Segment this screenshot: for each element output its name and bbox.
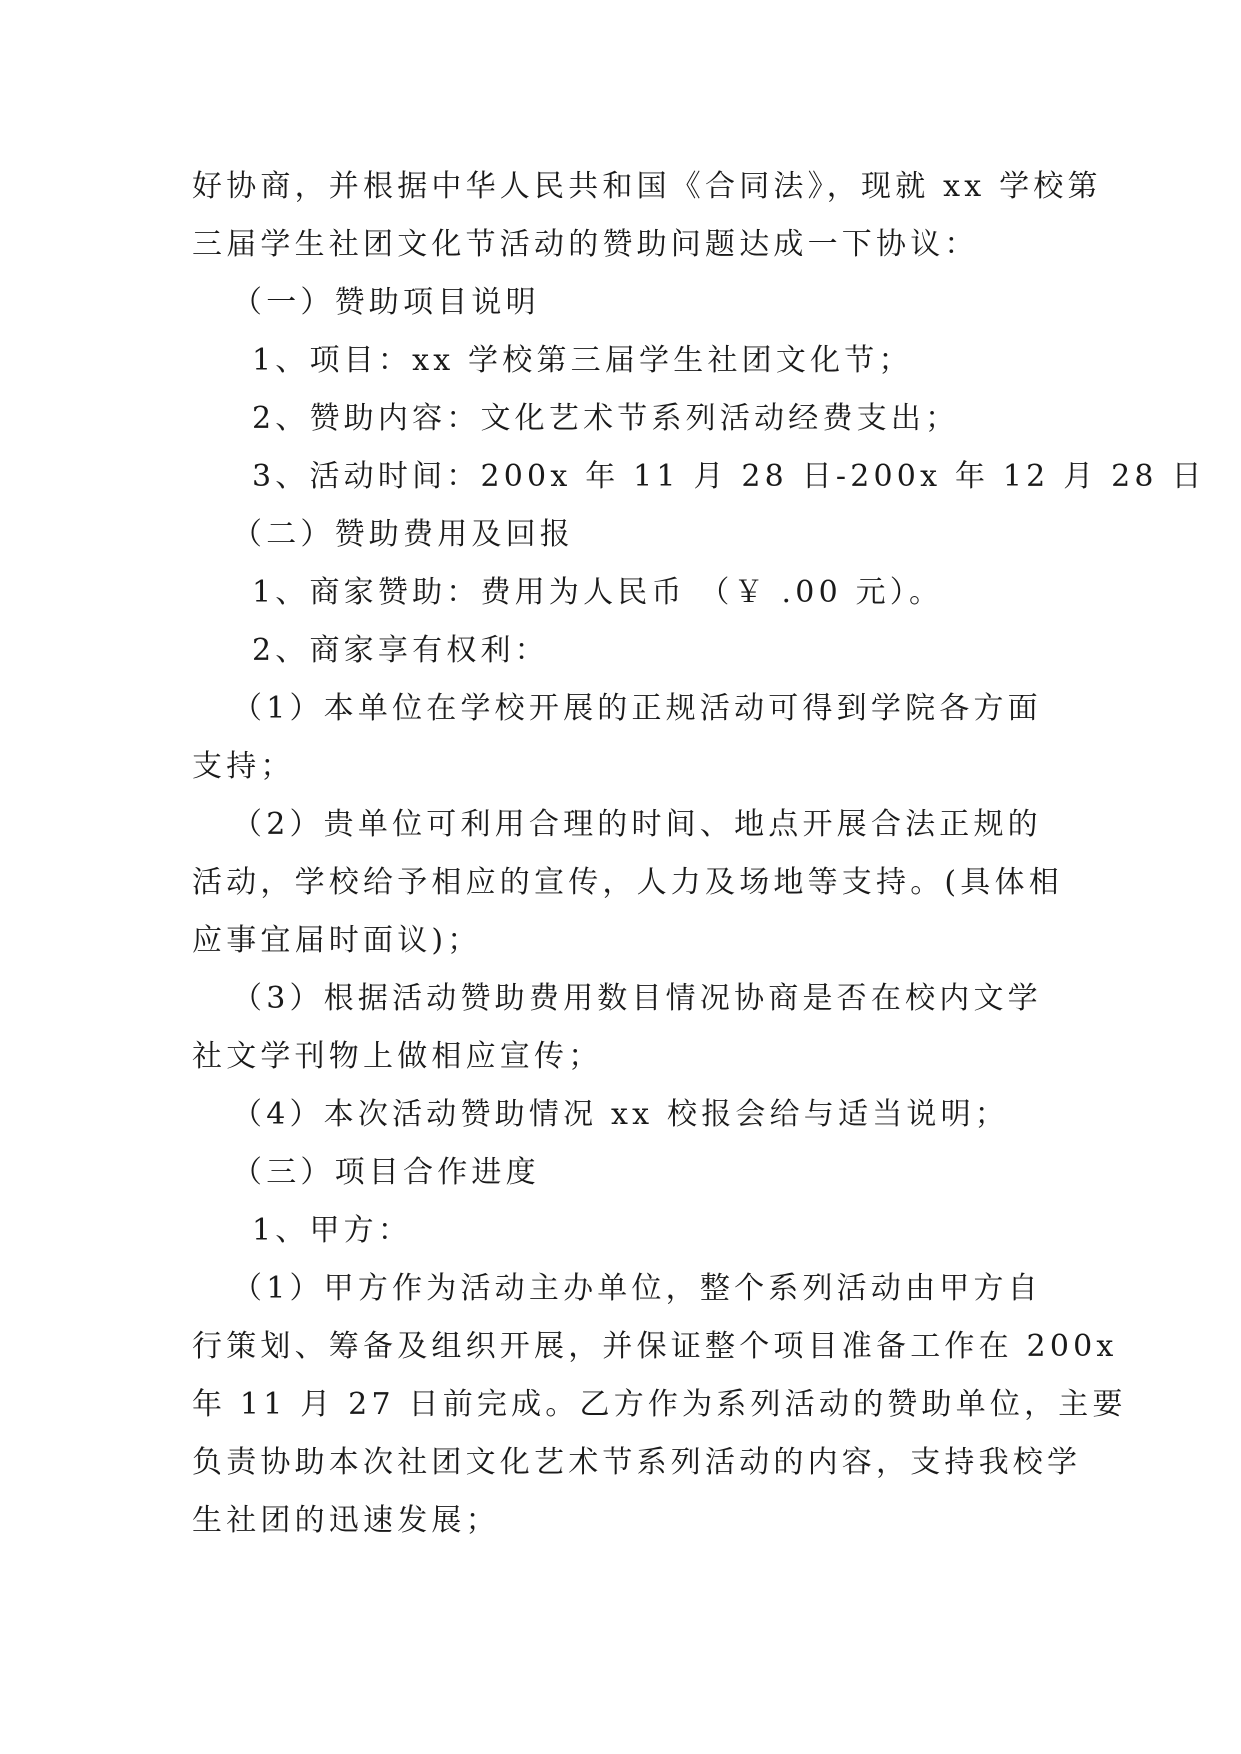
paragraph-line: （1）本单位在学校开展的正规活动可得到学院各方面 — [232, 691, 1042, 726]
paragraph-line: 支持； — [192, 749, 295, 784]
paragraph-line: （1）甲方作为活动主办单位，整个系列活动由甲方自 — [232, 1271, 1042, 1306]
section-heading: （三）项目合作进度 — [232, 1155, 540, 1190]
document-body — [192, 158, 1206, 1550]
paragraph-line: 生社团的迅速发展； — [192, 1503, 500, 1538]
list-item: 2、商家享有权利： — [252, 633, 549, 668]
paragraph-line: 好协商，并根据中华人民共和国《合同法》，现就 xx 学校第 — [192, 169, 1102, 204]
paragraph-line: （4）本次活动赞助情况 xx 校报会给与适当说明； — [232, 1097, 1009, 1132]
paragraph-line: （2）贵单位可利用合理的时间、地点开展合法正规的 — [232, 807, 1042, 842]
paragraph-line: 年 11 月 27 日前完成。乙方作为系列活动的赞助单位，主要 — [192, 1387, 1127, 1422]
paragraph-line: 负责协助本次社团文化艺术节系列活动的内容，支持我校学 — [192, 1445, 1082, 1480]
section-heading: （一）赞助项目说明 — [232, 285, 540, 320]
paragraph-line: 活动，学校给予相应的宣传，人力及场地等支持。(具体相 — [192, 865, 1063, 900]
list-item: 2、赞助内容：文化艺术节系列活动经费支出； — [252, 401, 960, 436]
paragraph-line: 社文学刊物上做相应宣传； — [192, 1039, 603, 1074]
list-item: 3、活动时间：200x 年 11 月 28 日-200x 年 12 月 28 日 — [252, 459, 1206, 494]
list-item: 1、商家赞助：费用为人民币 （￥ .00 元）。 — [252, 575, 944, 610]
list-item: 1、项目：xx 学校第三届学生社团文化节； — [252, 343, 913, 378]
section-heading: （二）赞助费用及回报 — [232, 517, 574, 552]
paragraph-line: （3）根据活动赞助费用数目情况协商是否在校内文学 — [232, 981, 1042, 1016]
list-item: 1、甲方： — [252, 1213, 413, 1248]
paragraph-line: 三届学生社团文化节活动的赞助问题达成一下协议： — [192, 227, 979, 262]
paragraph-line: 行策划、筹备及组织开展，并保证整个项目准备工作在 200x — [192, 1329, 1118, 1364]
paragraph-line: 应事宜届时面议)； — [192, 923, 482, 958]
